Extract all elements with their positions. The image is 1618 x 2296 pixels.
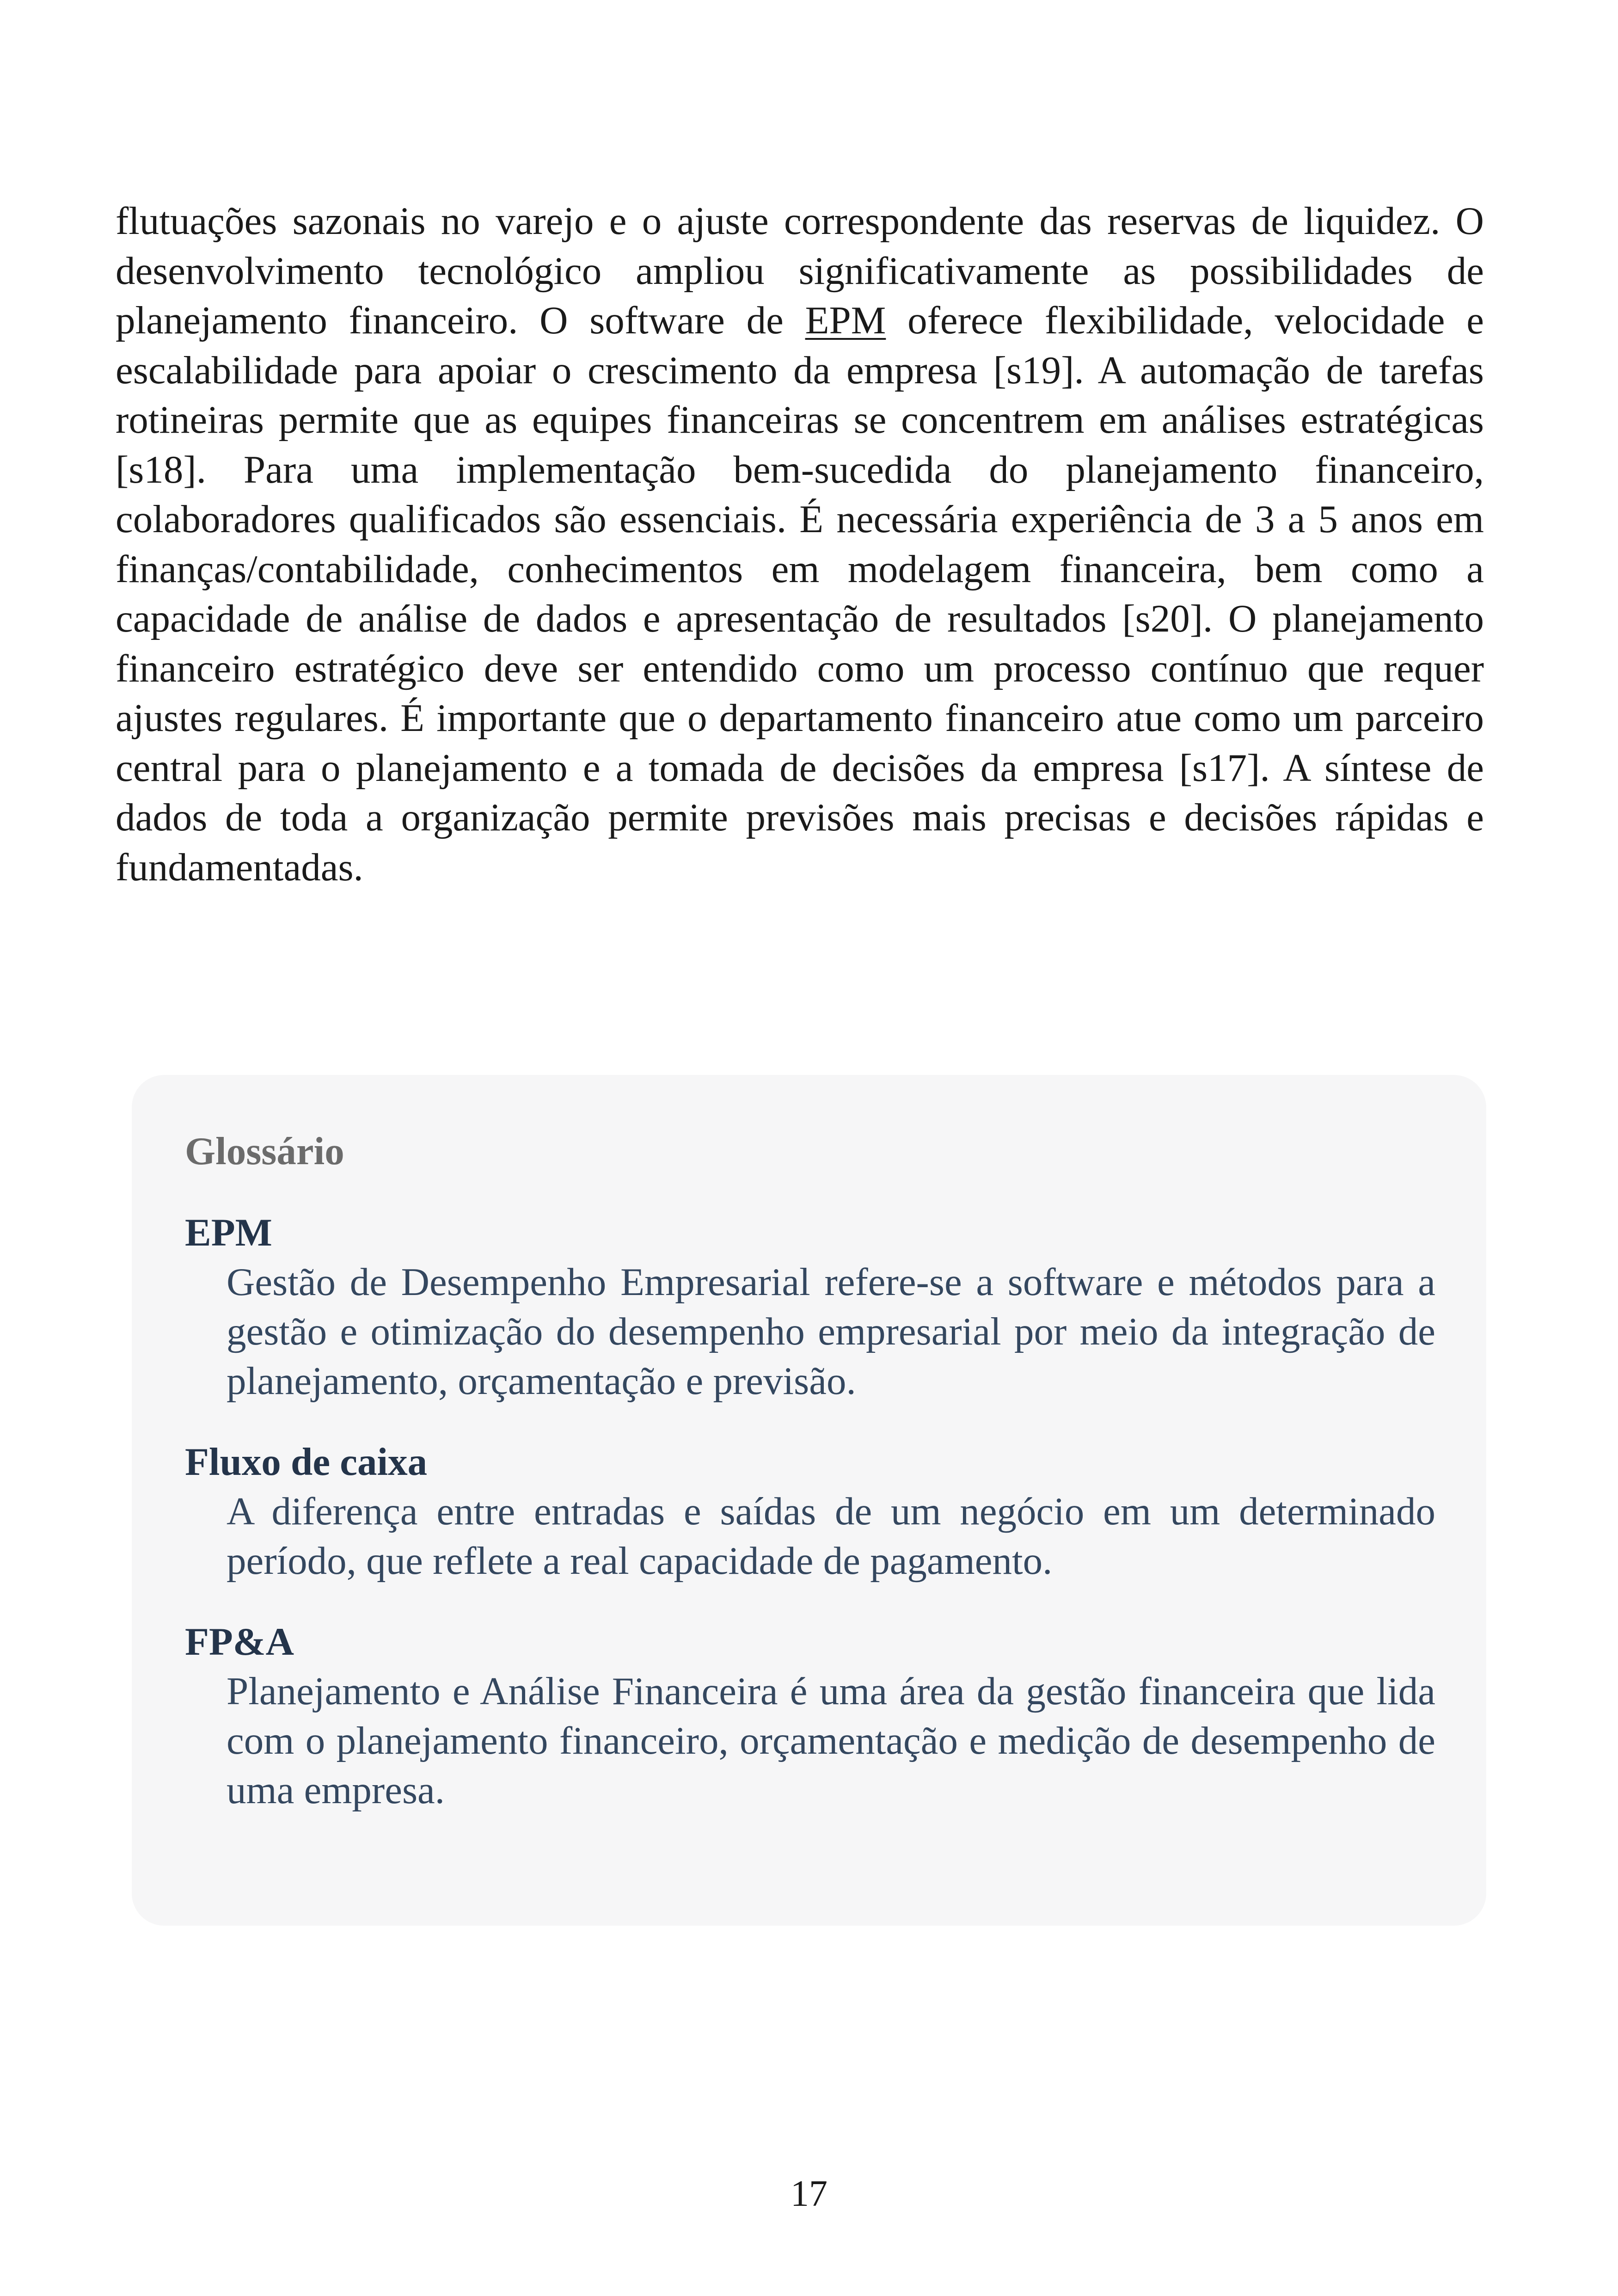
glossary-term: EPM <box>185 1211 272 1254</box>
glossary-definition: Gestão de Desempenho Empresarial refere-se a software e métodos para a gestão e otimização do desempenho empresarial por meio da integração de planejamento, orçamentação e previsão. <box>227 1260 1435 1403</box>
body-text-part-2: oferece flexibilidade, velocidade e escalabilidade para apoiar o crescimento da empresa [s19]. A automação de tarefas rotineiras permite que as equipes financeiras se concentrem em análises estratégicas [s18]. Para uma implementação bem-sucedida do planejamento financeiro, colaboradores qualificados são essenciais. É necessária experiência de 3 a 5 anos em finanças/contabilidade, conhecimentos em modelagem financeira, bem como a capacidade de análise de dados e apresentação de resultados [s20]. O planejamento financeiro estratégico deve ser entendido como um processo contínuo que requer ajustes regulares. É importante que o departamento financeiro atue como um parceiro central para o planejamento e a tomada de decisões da empresa [s17]. A síntese de dados de toda a organização permite previsões mais precisas e decisões rápidas e fundamentadas. <box>116 299 1484 889</box>
glossary-entry-epm <box>185 1208 1435 1406</box>
glossary-box <box>132 1075 1486 1926</box>
glossary-entry-fpa <box>185 1617 1435 1815</box>
glossary-title: Glossário <box>185 1130 344 1173</box>
epm-glossary-link[interactable]: EPM <box>805 299 886 342</box>
glossary-term: FP&A <box>185 1620 294 1664</box>
glossary-definition: A diferença entre entradas e saídas de um negócio em um determinado período, que reflete a real capacidade de pagamento. <box>227 1490 1435 1583</box>
body-paragraph <box>116 196 1484 892</box>
page-number: 17 <box>791 2173 827 2214</box>
glossary-definition: Planejamento e Análise Financeira é uma área da gestão financeira que lida com o planejamento financeiro, orçamentação e medição de desempenho de uma empresa. <box>227 1670 1435 1812</box>
glossary-entry-fluxo-de-caixa <box>185 1437 1435 1586</box>
body-text-part-1: flutuações sazonais no varejo e o ajuste correspondente das reservas de liquidez. O desenvolvimento tecnológico ampliou significativamente as possibilidades de planejamento financeiro. O software de <box>116 199 1484 342</box>
glossary-term: Fluxo de caixa <box>185 1440 428 1484</box>
